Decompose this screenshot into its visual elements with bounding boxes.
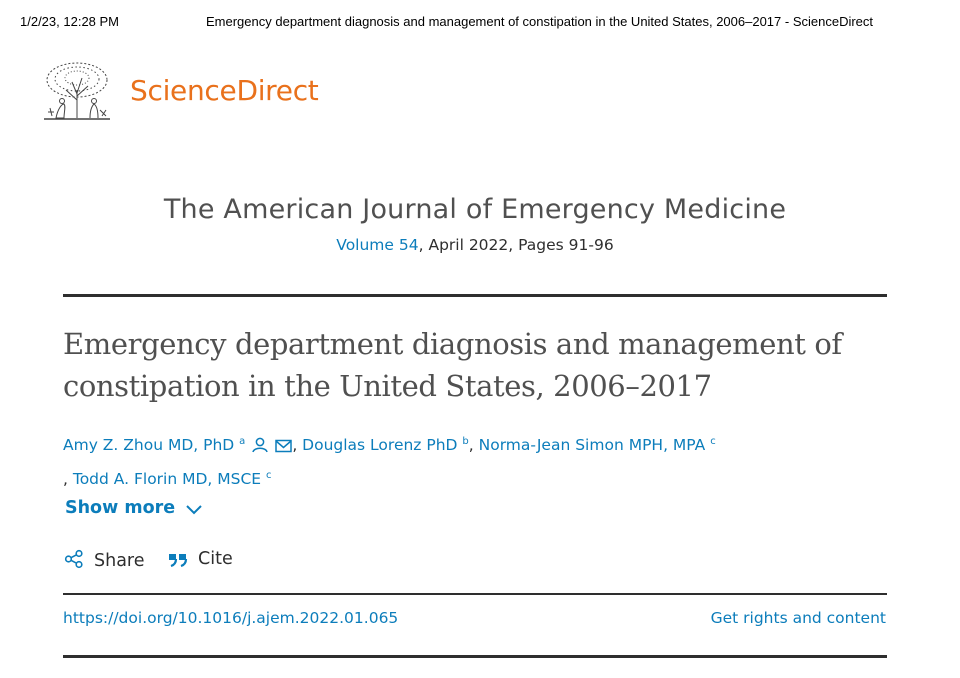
author-separator: ,	[292, 436, 303, 454]
chevron-down-icon	[185, 504, 203, 516]
author-affiliation: c	[710, 436, 716, 447]
volume-link[interactable]: Volume 54	[336, 236, 419, 254]
author-link[interactable]	[302, 436, 469, 454]
cite-button[interactable]	[168, 549, 233, 569]
quote-icon	[168, 551, 188, 567]
article-title: Emergency department diagnosis and management of constipation in the United States, 2006–2017	[63, 327, 842, 403]
author-link[interactable]	[479, 436, 716, 454]
author-separator: ,	[468, 436, 479, 454]
journal-title[interactable]: The American Journal of Emergency Medicine	[163, 194, 787, 225]
divider	[63, 655, 887, 658]
envelope-icon[interactable]	[275, 434, 292, 462]
author-name: Norma-Jean Simon MPH, MPA	[478, 436, 706, 454]
author-affiliation: b	[462, 436, 469, 447]
brand-name[interactable]: ScienceDirect	[130, 74, 319, 107]
author-name: Amy Z. Zhou MD, PhD	[63, 436, 235, 454]
print-datetime: 1/2/23, 12:28 PM	[20, 14, 120, 29]
author-affiliation: c	[266, 470, 272, 481]
author-name: Todd A. Florin MD, MSCE	[72, 470, 262, 488]
share-icon	[64, 549, 84, 569]
show-more-label: Show more	[65, 498, 176, 518]
issue-info: , April 2022, Pages 91-96	[418, 236, 614, 254]
divider	[63, 294, 887, 297]
share-label: Share	[94, 551, 145, 571]
author-link[interactable]	[63, 436, 245, 454]
share-button[interactable]	[64, 549, 145, 571]
author-affiliation: a	[239, 436, 246, 447]
author-list	[63, 428, 893, 493]
print-document-title: Emergency department diagnosis and management of constipation in the United States, 2006–2017 - ScienceDirect	[206, 14, 874, 29]
show-more-button[interactable]	[65, 498, 203, 518]
author-separator: ,	[63, 470, 73, 488]
rights-link[interactable]: Get rights and content	[710, 609, 886, 627]
divider	[63, 593, 887, 595]
cite-label: Cite	[198, 549, 233, 569]
person-icon[interactable]	[251, 434, 269, 462]
author-name: Douglas Lorenz PhD	[302, 436, 458, 454]
author-link[interactable]	[73, 470, 272, 488]
elsevier-tree-logo-icon[interactable]	[42, 60, 112, 127]
doi-link[interactable]: https://doi.org/10.1016/j.ajem.2022.01.065	[63, 609, 399, 627]
journal-meta	[0, 236, 950, 254]
